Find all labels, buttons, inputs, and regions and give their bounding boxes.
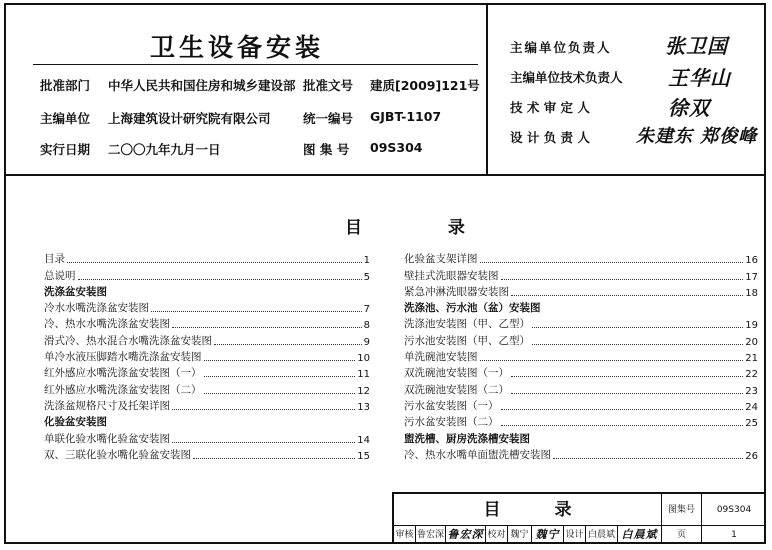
toc-entry[interactable] (44, 364, 370, 380)
responsible-label-editor-unit: 主编单位负责人 (510, 40, 612, 55)
toc-entry-title: 洗涤池安装图（甲、乙型） (404, 318, 530, 331)
toc-entry-page: 14 (357, 434, 370, 446)
toc-leader-dots (480, 360, 744, 361)
signature-tech-head: 王华山 (668, 66, 731, 90)
toc-entry-page: 16 (745, 255, 758, 267)
toc-leader-dots (204, 360, 356, 361)
toc-leader-dots (532, 327, 743, 328)
signature-designer: 朱建东 郑俊峰 (636, 126, 758, 147)
toc-section-heading (44, 413, 370, 429)
toc-entry[interactable] (44, 397, 370, 413)
toc-leader-dots (151, 311, 362, 312)
toc-entry-page: 23 (745, 385, 758, 397)
toc-entry-title: 双洗碗池安装图（一） (404, 367, 509, 380)
toc-entry-page: 24 (745, 401, 758, 413)
signature-editor-unit: 张卫国 (665, 34, 728, 58)
toc-entry-page: 13 (357, 401, 370, 413)
toc-entry-page: 20 (745, 336, 758, 348)
signoff-review-label: 审核 (394, 526, 416, 544)
meta-label-atlas-no: 图 集 号 (303, 142, 350, 157)
meta-label-effective-date: 实行日期 (40, 142, 91, 157)
toc-leader-dots (172, 409, 355, 410)
meta-value-editor: 上海建筑设计研究院有限公司 (108, 111, 271, 126)
meta-label-approval-no: 批准文号 (303, 78, 354, 93)
toc-entry[interactable] (44, 348, 370, 364)
title-block-signoff-row (394, 526, 766, 544)
toc-entry-title: 壁挂式洗眼器安装图 (404, 269, 499, 282)
toc-entry-page: 8 (363, 320, 370, 332)
toc-entry-page: 9 (363, 336, 370, 348)
signature-reviewer: 徐双 (668, 96, 710, 120)
signoff-check-label: 校对 (486, 526, 508, 544)
toc-entry-title: 冷、热水水嘴洗涤盆安装图 (44, 318, 170, 331)
toc-leader-dots (501, 279, 744, 280)
meta-value-approval-no: 建质[2009]121号 (370, 78, 480, 93)
toc-entry-page: 25 (745, 418, 758, 430)
signoff-check-name: 魏宁 (508, 526, 532, 544)
toc-entry[interactable] (44, 446, 370, 462)
toc-entry-title: 红外感应水嘴洗涤盆安装图（一） (44, 367, 202, 380)
toc-entry[interactable] (44, 331, 370, 347)
toc-entry-title: 目录 (44, 253, 65, 266)
toc-entry-page: 10 (357, 353, 370, 365)
toc-entry-title: 冷、热水水嘴单面盥洗槽安装图 (404, 448, 551, 461)
meta-value-atlas-no: 09S304 (370, 140, 423, 155)
meta-value-approval-dept: 中华人民共和国住房和城乡建设部 (108, 78, 296, 93)
toc-entry-page: 12 (357, 385, 370, 397)
toc-entry-page: 22 (745, 369, 758, 381)
toc-entry-title: 化验盆安装图 (44, 416, 107, 429)
toc-entry-page: 15 (357, 450, 370, 462)
toc-entry[interactable] (404, 446, 758, 462)
toc-entry[interactable] (44, 380, 370, 396)
meta-label-approval-dept: 批准部门 (40, 78, 91, 93)
toc-entry[interactable] (404, 413, 758, 429)
toc-leader-dots (78, 279, 362, 280)
toc-entry[interactable] (404, 266, 758, 282)
toc-entry[interactable] (404, 380, 758, 396)
toc-entry[interactable] (404, 315, 758, 331)
toc-entry-title: 双洗碗池安装图（二） (404, 383, 509, 396)
toc-entry[interactable] (44, 250, 370, 266)
signoff-design-signature: 白晨斌 (618, 526, 662, 544)
toc-section-heading (44, 283, 370, 299)
toc-entry-title: 盥洗槽、厨房洗涤槽安装图 (404, 432, 530, 445)
signoff-design-name: 白晨斌 (586, 526, 618, 544)
toc-leader-dots (204, 393, 356, 394)
toc-entry-title: 洗涤池、污水池（盆）安装图 (404, 302, 541, 315)
toc-entry[interactable] (404, 348, 758, 364)
toc-leader-dots (67, 262, 362, 263)
toc-entry[interactable] (404, 364, 758, 380)
page-title: 卫生设备安装 (150, 33, 325, 62)
title-block (392, 492, 766, 544)
toc-entry[interactable] (44, 299, 370, 315)
toc-entry[interactable] (404, 283, 758, 299)
toc-entry-title: 污水池安装图（甲、乙型） (404, 334, 530, 347)
toc-entry-title: 单联化验水嘴化验盆安装图 (44, 432, 170, 445)
toc-entry-title: 紧急冲淋洗眼器安装图 (404, 285, 509, 298)
toc-entry[interactable] (44, 429, 370, 445)
toc-leader-dots (501, 409, 744, 410)
responsible-label-reviewer: 技 术 审 定 人 (510, 100, 590, 115)
toc-leader-dots (204, 376, 356, 377)
toc-entry[interactable] (404, 397, 758, 413)
toc-section-heading (404, 429, 758, 445)
toc-entry-page: 5 (363, 271, 370, 283)
toc-leader-dots (172, 327, 362, 328)
toc-entry-title: 单冷水液压脚踏水嘴洗涤盆安装图 (44, 351, 202, 364)
toc-entry-title: 污水盆安装图（一） (404, 399, 499, 412)
toc-entry-page: 26 (745, 450, 758, 462)
header-divider (4, 174, 766, 176)
signoff-review-name: 鲁宏深 (416, 526, 446, 544)
toc-entry-title: 洗涤盆规格尺寸及托架详图 (44, 399, 170, 412)
atlas-label: 图集号 (662, 494, 702, 526)
toc-entry-page: 21 (745, 353, 758, 365)
toc-leader-dots (193, 458, 355, 459)
signoff-check-signature: 魏宁 (532, 526, 564, 544)
toc-section-heading (404, 299, 758, 315)
toc-left-column (44, 250, 370, 462)
meta-label-unified-no: 统一编号 (303, 111, 354, 126)
toc-entry-title: 总说明 (44, 269, 76, 282)
toc-entry-title: 双、三联化验水嘴化验盆安装图 (44, 448, 191, 461)
toc-entry-title: 污水盆安装图（二） (404, 416, 499, 429)
meta-label-editor: 主编单位 (40, 111, 91, 126)
toc-leader-dots (511, 393, 743, 394)
toc-entry-page: 17 (745, 271, 758, 283)
toc-entry-title: 单洗碗池安装图 (404, 351, 478, 364)
header-vertical-divider (486, 3, 488, 175)
toc-entry-title: 冷水水嘴洗涤盆安装图 (44, 302, 149, 315)
toc-entry-page: 7 (363, 304, 370, 316)
toc-entry[interactable] (404, 331, 758, 347)
page-label: 页 (662, 526, 702, 544)
toc-leader-dots (172, 442, 355, 443)
toc-heading: 目 录 (345, 218, 505, 238)
toc-leader-dots (553, 458, 743, 459)
toc-leader-dots (511, 295, 743, 296)
toc-entry-page: 18 (745, 287, 758, 299)
toc-entry-page: 11 (357, 369, 370, 381)
toc-entry-page: 19 (745, 320, 758, 332)
toc-leader-dots (532, 344, 743, 345)
toc-entry[interactable] (44, 266, 370, 282)
atlas-number: 09S304 (702, 494, 766, 526)
meta-value-unified-no: GJBT-1107 (370, 109, 442, 124)
toc-entry-title: 红外感应水嘴洗涤盆安装图（二） (44, 383, 202, 396)
toc-entry-page: 1 (363, 255, 370, 267)
toc-leader-dots (511, 376, 743, 377)
toc-right-column (404, 250, 758, 462)
toc-entry[interactable] (44, 315, 370, 331)
page-number: 1 (731, 530, 737, 540)
toc-entry-title: 洗涤盆安装图 (44, 285, 107, 298)
toc-leader-dots (480, 262, 744, 263)
signoff-design-label: 设计 (564, 526, 586, 544)
toc-leader-dots (501, 425, 744, 426)
toc-entry-title: 化验盆支架详图 (404, 253, 478, 266)
meta-value-effective-date: 二〇〇九年九月一日 (108, 142, 221, 157)
responsible-label-tech-head: 主编单位技术负责人 (510, 70, 623, 85)
title-block-title: 目 录 (394, 494, 662, 526)
title-underline (33, 64, 478, 65)
responsible-label-designer: 设 计 负 责 人 (510, 130, 590, 145)
toc-entry[interactable] (404, 250, 758, 266)
toc-entry-title: 滑式冷、热水混合水嘴洗涤盆安装图 (44, 334, 212, 347)
signoff-review-signature: 鲁宏深 (446, 526, 486, 544)
toc-leader-dots (214, 344, 362, 345)
